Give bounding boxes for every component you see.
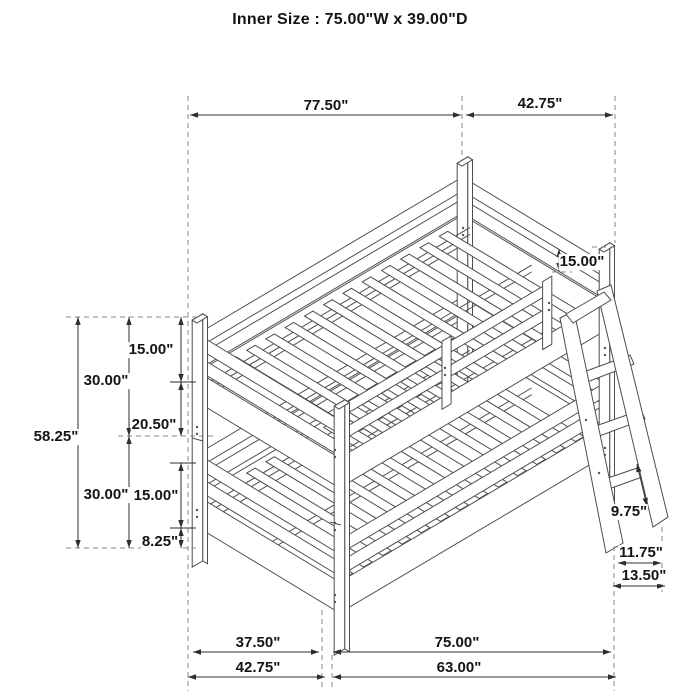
- dim-lower-headboard: 15.00": [133, 487, 179, 505]
- dim-upper-section: 30.00": [83, 372, 129, 390]
- dim-total-height: 58.25": [33, 428, 79, 446]
- dim-lower-section: 30.00": [83, 486, 129, 504]
- dim-ladder-foot-inner: 11.75": [619, 544, 663, 562]
- dim-base-front-left: 37.50": [235, 634, 281, 652]
- bed-drawing: [192, 157, 668, 655]
- dim-base-front-left-floor: 42.75": [235, 659, 281, 677]
- dim-rung-spacing: 9.75": [610, 503, 648, 521]
- dim-top-length: 77.50": [303, 97, 349, 115]
- dim-bunk-clearance: 20.50": [131, 416, 177, 434]
- dim-top-width: 42.75": [517, 95, 563, 113]
- page-title: Inner Size : 75.00"W x 39.00"D: [232, 11, 468, 28]
- dim-base-length-floor: 63.00": [436, 659, 482, 677]
- dim-guardrail-height: 15.00": [559, 253, 605, 271]
- dim-upper-headboard: 15.00": [128, 341, 174, 359]
- dim-floor-clearance: 8.25": [141, 533, 179, 551]
- dim-ladder-foot-outer: 13.50": [621, 567, 667, 585]
- dim-base-length-upper: 75.00": [434, 634, 480, 652]
